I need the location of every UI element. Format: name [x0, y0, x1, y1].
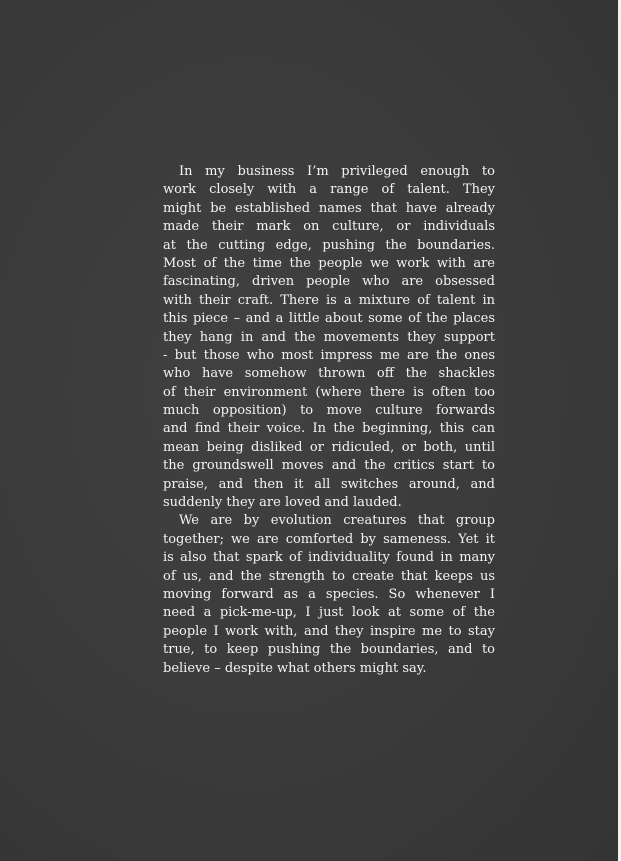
text-line: they hang in and the movements they support: [163, 329, 495, 345]
paragraph-1: [163, 163, 495, 512]
text-line: believe – despite what others might say.: [163, 660, 427, 676]
text-line: Most of the time the people we work with are: [163, 255, 495, 271]
text-line: true, to keep pushing the boundaries, and to: [163, 642, 495, 658]
text-line: much opposition) to move culture forwards: [163, 403, 495, 419]
text-line: at the cutting edge, pushing the boundaries.: [163, 237, 495, 253]
text-line: need a pick-me-up, I just look at some of the: [163, 605, 495, 621]
paragraph-2: [163, 512, 495, 678]
text-line: mean being disliked or ridiculed, or both, until: [163, 439, 495, 455]
text-line: together; we are comforted by sameness. Yet it: [163, 531, 495, 547]
text-line: We are by evolution creatures that group: [179, 513, 495, 529]
text-line: moving forward as a species. So whenever I: [163, 586, 495, 602]
text-line: the groundswell moves and the critics start to: [163, 458, 495, 474]
text-line: and find their voice. In the beginning, this can: [163, 421, 495, 437]
text-line: praise, and then it all switches around, and: [163, 476, 495, 492]
text-line: with their craft. There is a mixture of talent in: [163, 292, 495, 308]
text-line: - but those who most impress me are the ones: [163, 347, 495, 363]
text-line: suddenly they are loved and lauded.: [163, 495, 402, 511]
text-line: who have somehow thrown off the shackles: [163, 366, 495, 382]
text-line: is also that spark of individuality found in many: [163, 550, 495, 566]
text-line: of us, and the strength to create that keeps us: [163, 568, 495, 584]
text-line: this piece – and a little about some of the places: [163, 311, 495, 327]
text-line: of their environment (where there is often too: [163, 384, 495, 400]
text-line: might be established names that have already: [163, 200, 495, 216]
text-line: made their mark on culture, or individuals: [163, 219, 495, 235]
text-line: In my business I’m privileged enough to: [179, 164, 495, 179]
text-line: fascinating, driven people who are obsessed: [163, 274, 495, 290]
text-line: work closely with a range of talent. They: [163, 182, 495, 198]
article-body: [163, 163, 495, 678]
text-line: people I work with, and they inspire me to stay: [163, 623, 495, 639]
